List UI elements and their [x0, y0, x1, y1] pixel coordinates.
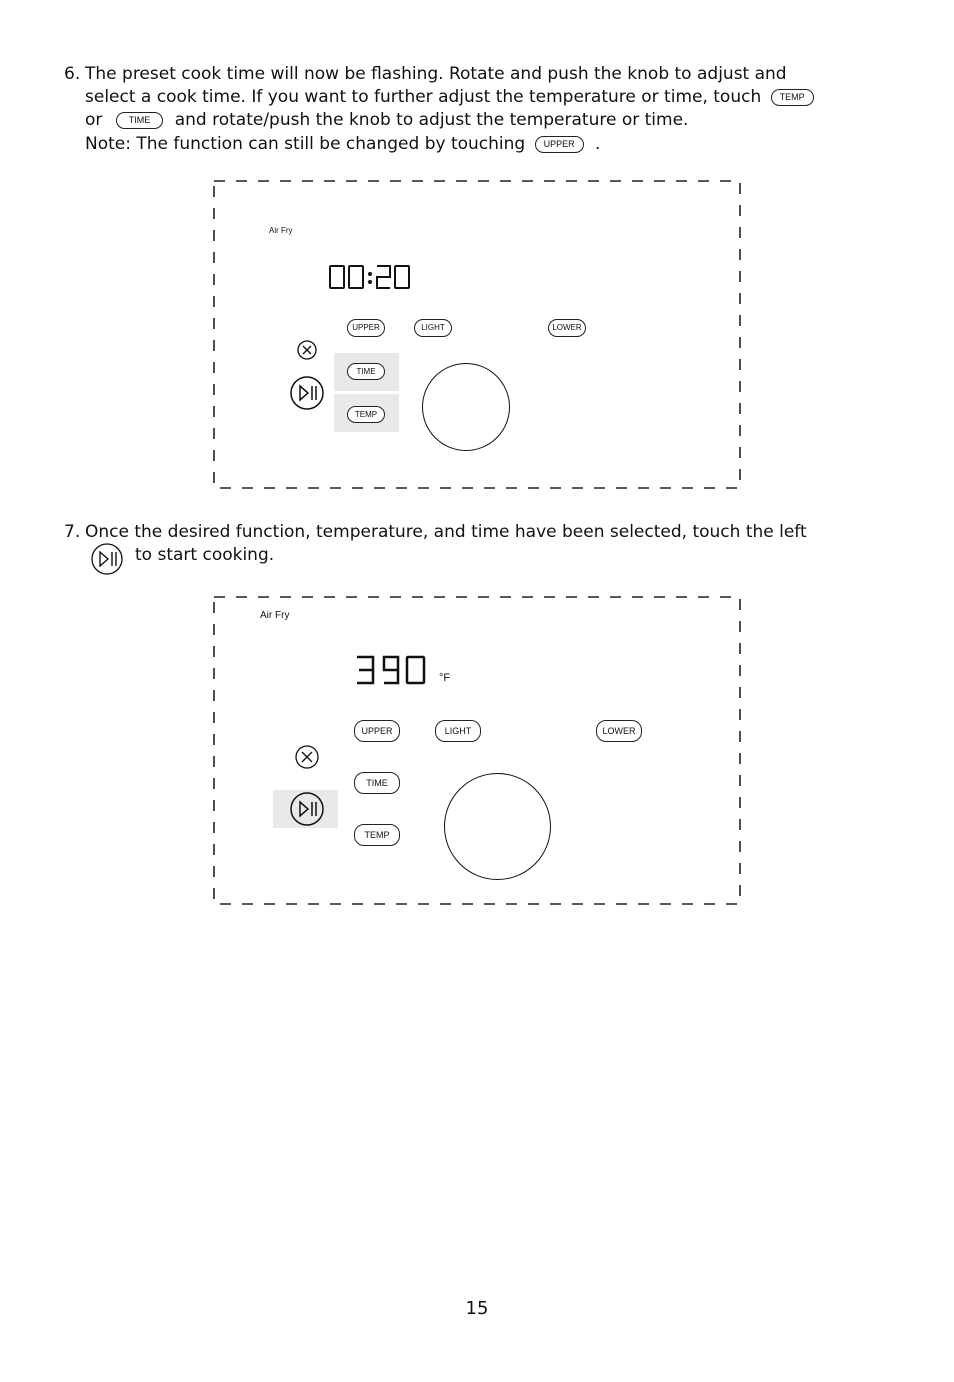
control-knob[interactable]	[444, 773, 551, 880]
temp-button[interactable]: TEMP	[347, 406, 385, 423]
upper-button[interactable]: UPPER	[347, 319, 385, 337]
step-6-line-3-or: or	[85, 110, 103, 130]
step-7-number: 7.	[64, 522, 81, 542]
control-panel-2	[213, 596, 741, 905]
cancel-icon[interactable]	[294, 744, 320, 770]
start-pause-icon[interactable]	[289, 791, 325, 827]
function-label: Air Fry	[269, 226, 293, 235]
temp-button-inline: TEMP	[771, 89, 814, 106]
step-6-line-4-period: .	[595, 134, 601, 154]
step-7-line-2-text: to start cooking.	[135, 545, 275, 565]
step-6-line-3-text: and rotate/push the knob to adjust the temperature or time.	[174, 110, 689, 130]
unit-label: °F	[439, 672, 451, 684]
time-button[interactable]: TIME	[354, 772, 400, 794]
step-6-line-4	[85, 133, 600, 156]
lower-button[interactable]: LOWER	[548, 319, 586, 337]
time-button-inline: TIME	[116, 112, 164, 129]
start-pause-icon[interactable]	[289, 375, 325, 411]
time-button[interactable]: TIME	[347, 363, 385, 380]
display-digits	[327, 263, 417, 293]
page-number: 15	[465, 1298, 489, 1319]
start-pause-icon-inline	[90, 542, 124, 576]
temp-button[interactable]: TEMP	[354, 824, 400, 846]
step-6-line-2-text: select a cook time. If you want to further adjust the temperature or time, touch	[85, 87, 762, 107]
function-label: Air Fry	[260, 610, 290, 621]
control-knob[interactable]	[422, 363, 510, 451]
display-digits	[354, 653, 429, 689]
cancel-icon[interactable]	[296, 339, 318, 361]
light-button[interactable]: LIGHT	[435, 720, 481, 742]
step-6-line-4-text: Note: The function can still be changed by touching	[85, 134, 526, 154]
step-6-line-2	[85, 86, 814, 109]
step-6-line-1: The preset cook time will now be flashing. Rotate and push the knob to adjust and	[85, 64, 787, 84]
light-button[interactable]: LIGHT	[414, 319, 452, 337]
step-6-number: 6.	[64, 64, 81, 84]
step-7-line-1: Once the desired function, temperature, and time have been selected, touch the left	[85, 522, 807, 542]
lower-button[interactable]: LOWER	[596, 720, 642, 742]
upper-button-inline: UPPER	[535, 136, 584, 153]
upper-button[interactable]: UPPER	[354, 720, 400, 742]
step-6-line-3	[85, 109, 688, 132]
control-panel-1	[213, 180, 741, 489]
